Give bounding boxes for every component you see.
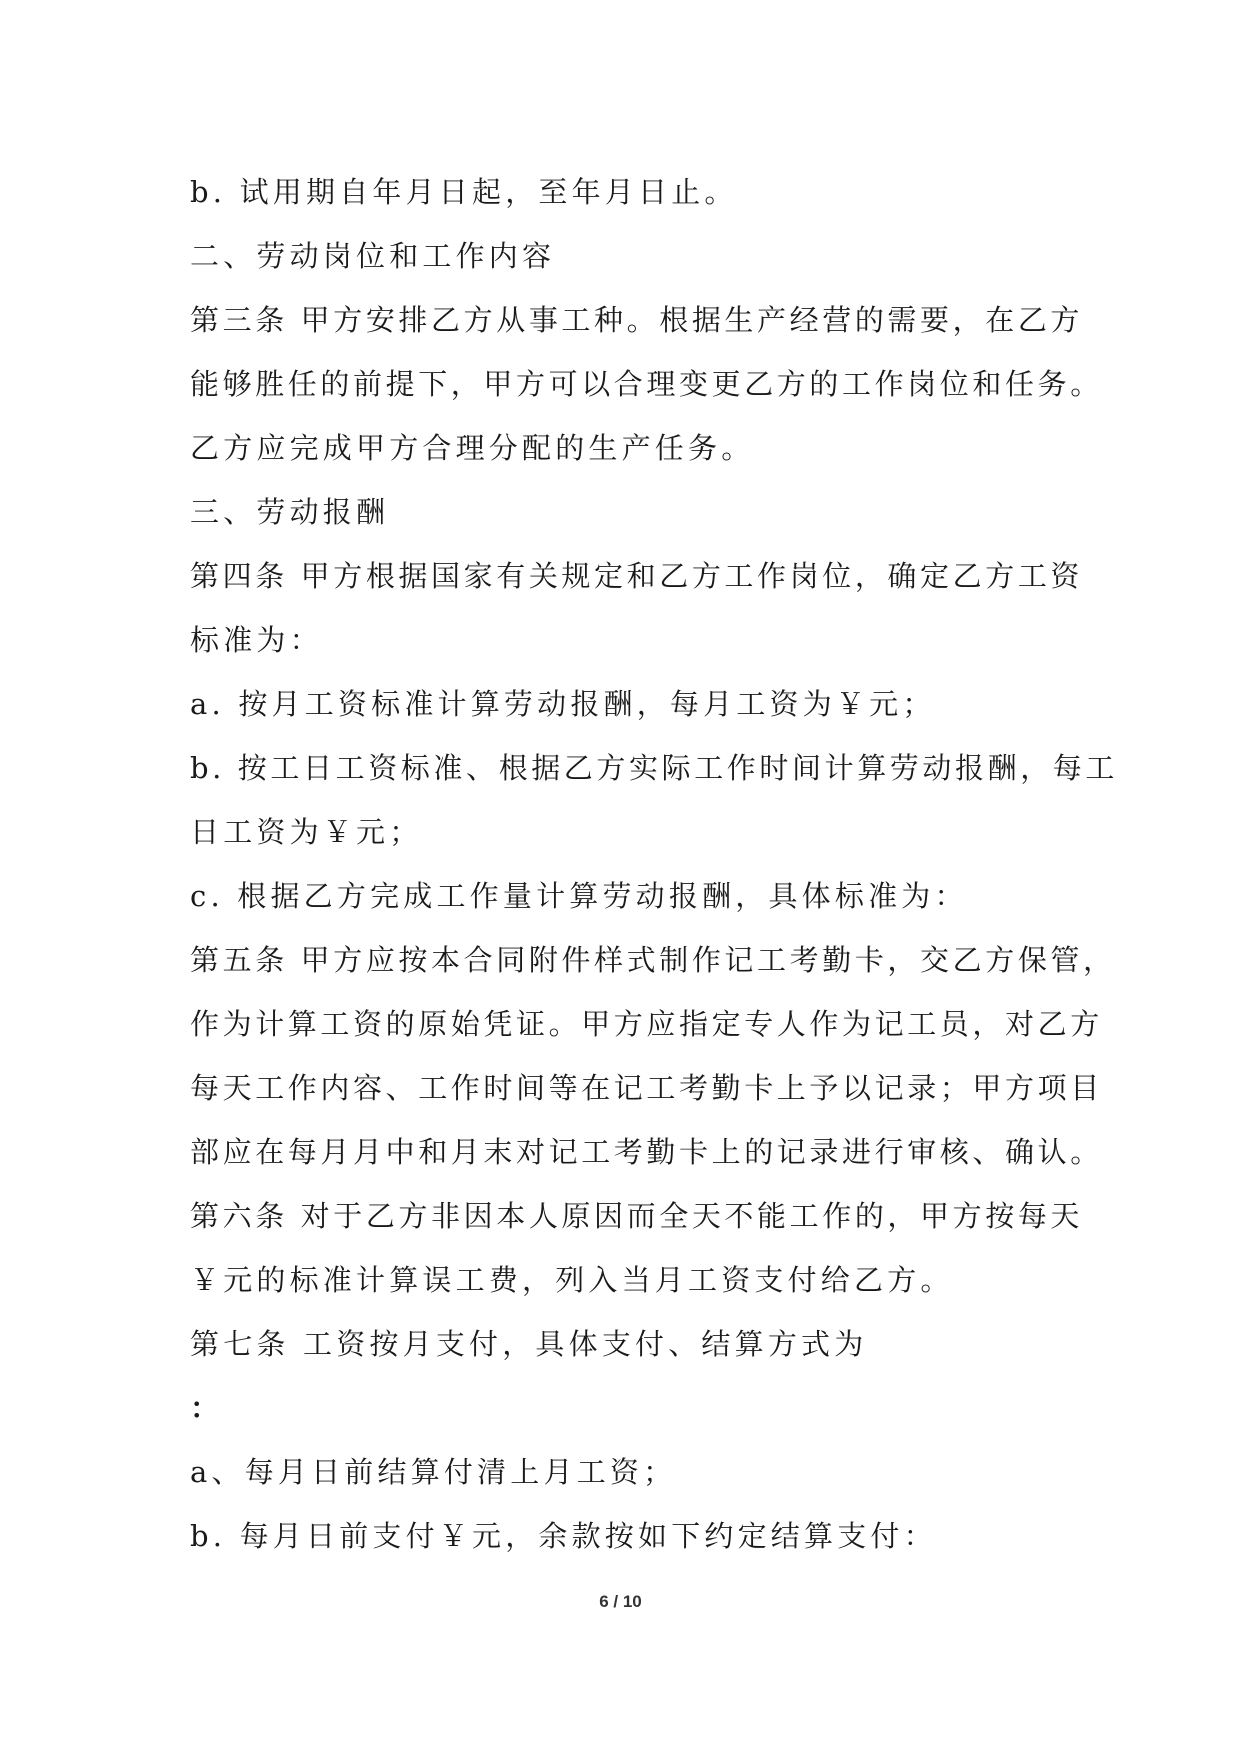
text-line-article-6-end: ￥元的标准计算误工费，列入当月工资支付给乙方。: [190, 1263, 954, 1297]
text-line-article-3-end: 乙方应完成甲方合理分配的生产任务。: [190, 431, 755, 465]
text-line-article-5-cont-3: 部应在每月月中和月末对记工考勤卡上的记录进行审核、确认。: [190, 1135, 1103, 1169]
text-line-settlement-a: a、每月日前结算付清上月工资；: [190, 1455, 677, 1489]
text-line-article-5-cont-1: 作为计算工资的原始凭证。甲方应指定专人作为记工员，对乙方: [190, 1007, 1103, 1041]
text-line-daily-wage: b. 按工日工资标准、根据乙方实际工作时间计算劳动报酬，每工: [190, 751, 1119, 785]
text-line-article-4-end: 标准为：: [190, 623, 323, 657]
text-line-monthly-wage: a. 按月工资标准计算劳动报酬，每月工资为￥元；: [190, 687, 936, 721]
section-heading-remuneration: 三、劳动报酬: [190, 495, 390, 529]
document-body: [190, 160, 1119, 1568]
text-line-article-5: 第五条 甲方应按本合同附件样式制作记工考勤卡，交乙方保管，: [190, 943, 1116, 977]
text-line-article-6: 第六条 对于乙方非因本人原因而全天不能工作的，甲方按每天: [190, 1199, 1084, 1233]
text-line-settlement-b: b. 每月日前支付￥元，余款按如下约定结算支付：: [190, 1519, 937, 1553]
text-line-daily-wage-end: 日工资为￥元；: [190, 815, 423, 849]
text-line-article-3: 第三条 甲方安排乙方从事工种。根据生产经营的需要，在乙方: [190, 303, 1084, 337]
page-number: 6 / 10: [599, 1592, 642, 1611]
text-line-article-4: 第四条 甲方根据国家有关规定和乙方工作岗位，确定乙方工资: [190, 559, 1084, 593]
text-line-article-3-cont: 能够胜任的前提下，甲方可以合理变更乙方的工作岗位和任务。: [190, 367, 1103, 401]
text-line-workload-wage: c. 根据乙方完成工作量计算劳动报酬，具体标准为：: [190, 879, 968, 913]
text-line-article-5-cont-2: 每天工作内容、工作时间等在记工考勤卡上予以记录；甲方项目: [190, 1071, 1103, 1105]
text-line-probation-period: b. 试用期自年月日起，至年月日止。: [190, 175, 738, 209]
text-line-colon: ：: [190, 1391, 224, 1425]
section-heading-job-position: 二、劳动岗位和工作内容: [190, 239, 556, 273]
text-line-article-7: 第七条 工资按月支付，具体支付、结算方式为: [190, 1327, 868, 1361]
